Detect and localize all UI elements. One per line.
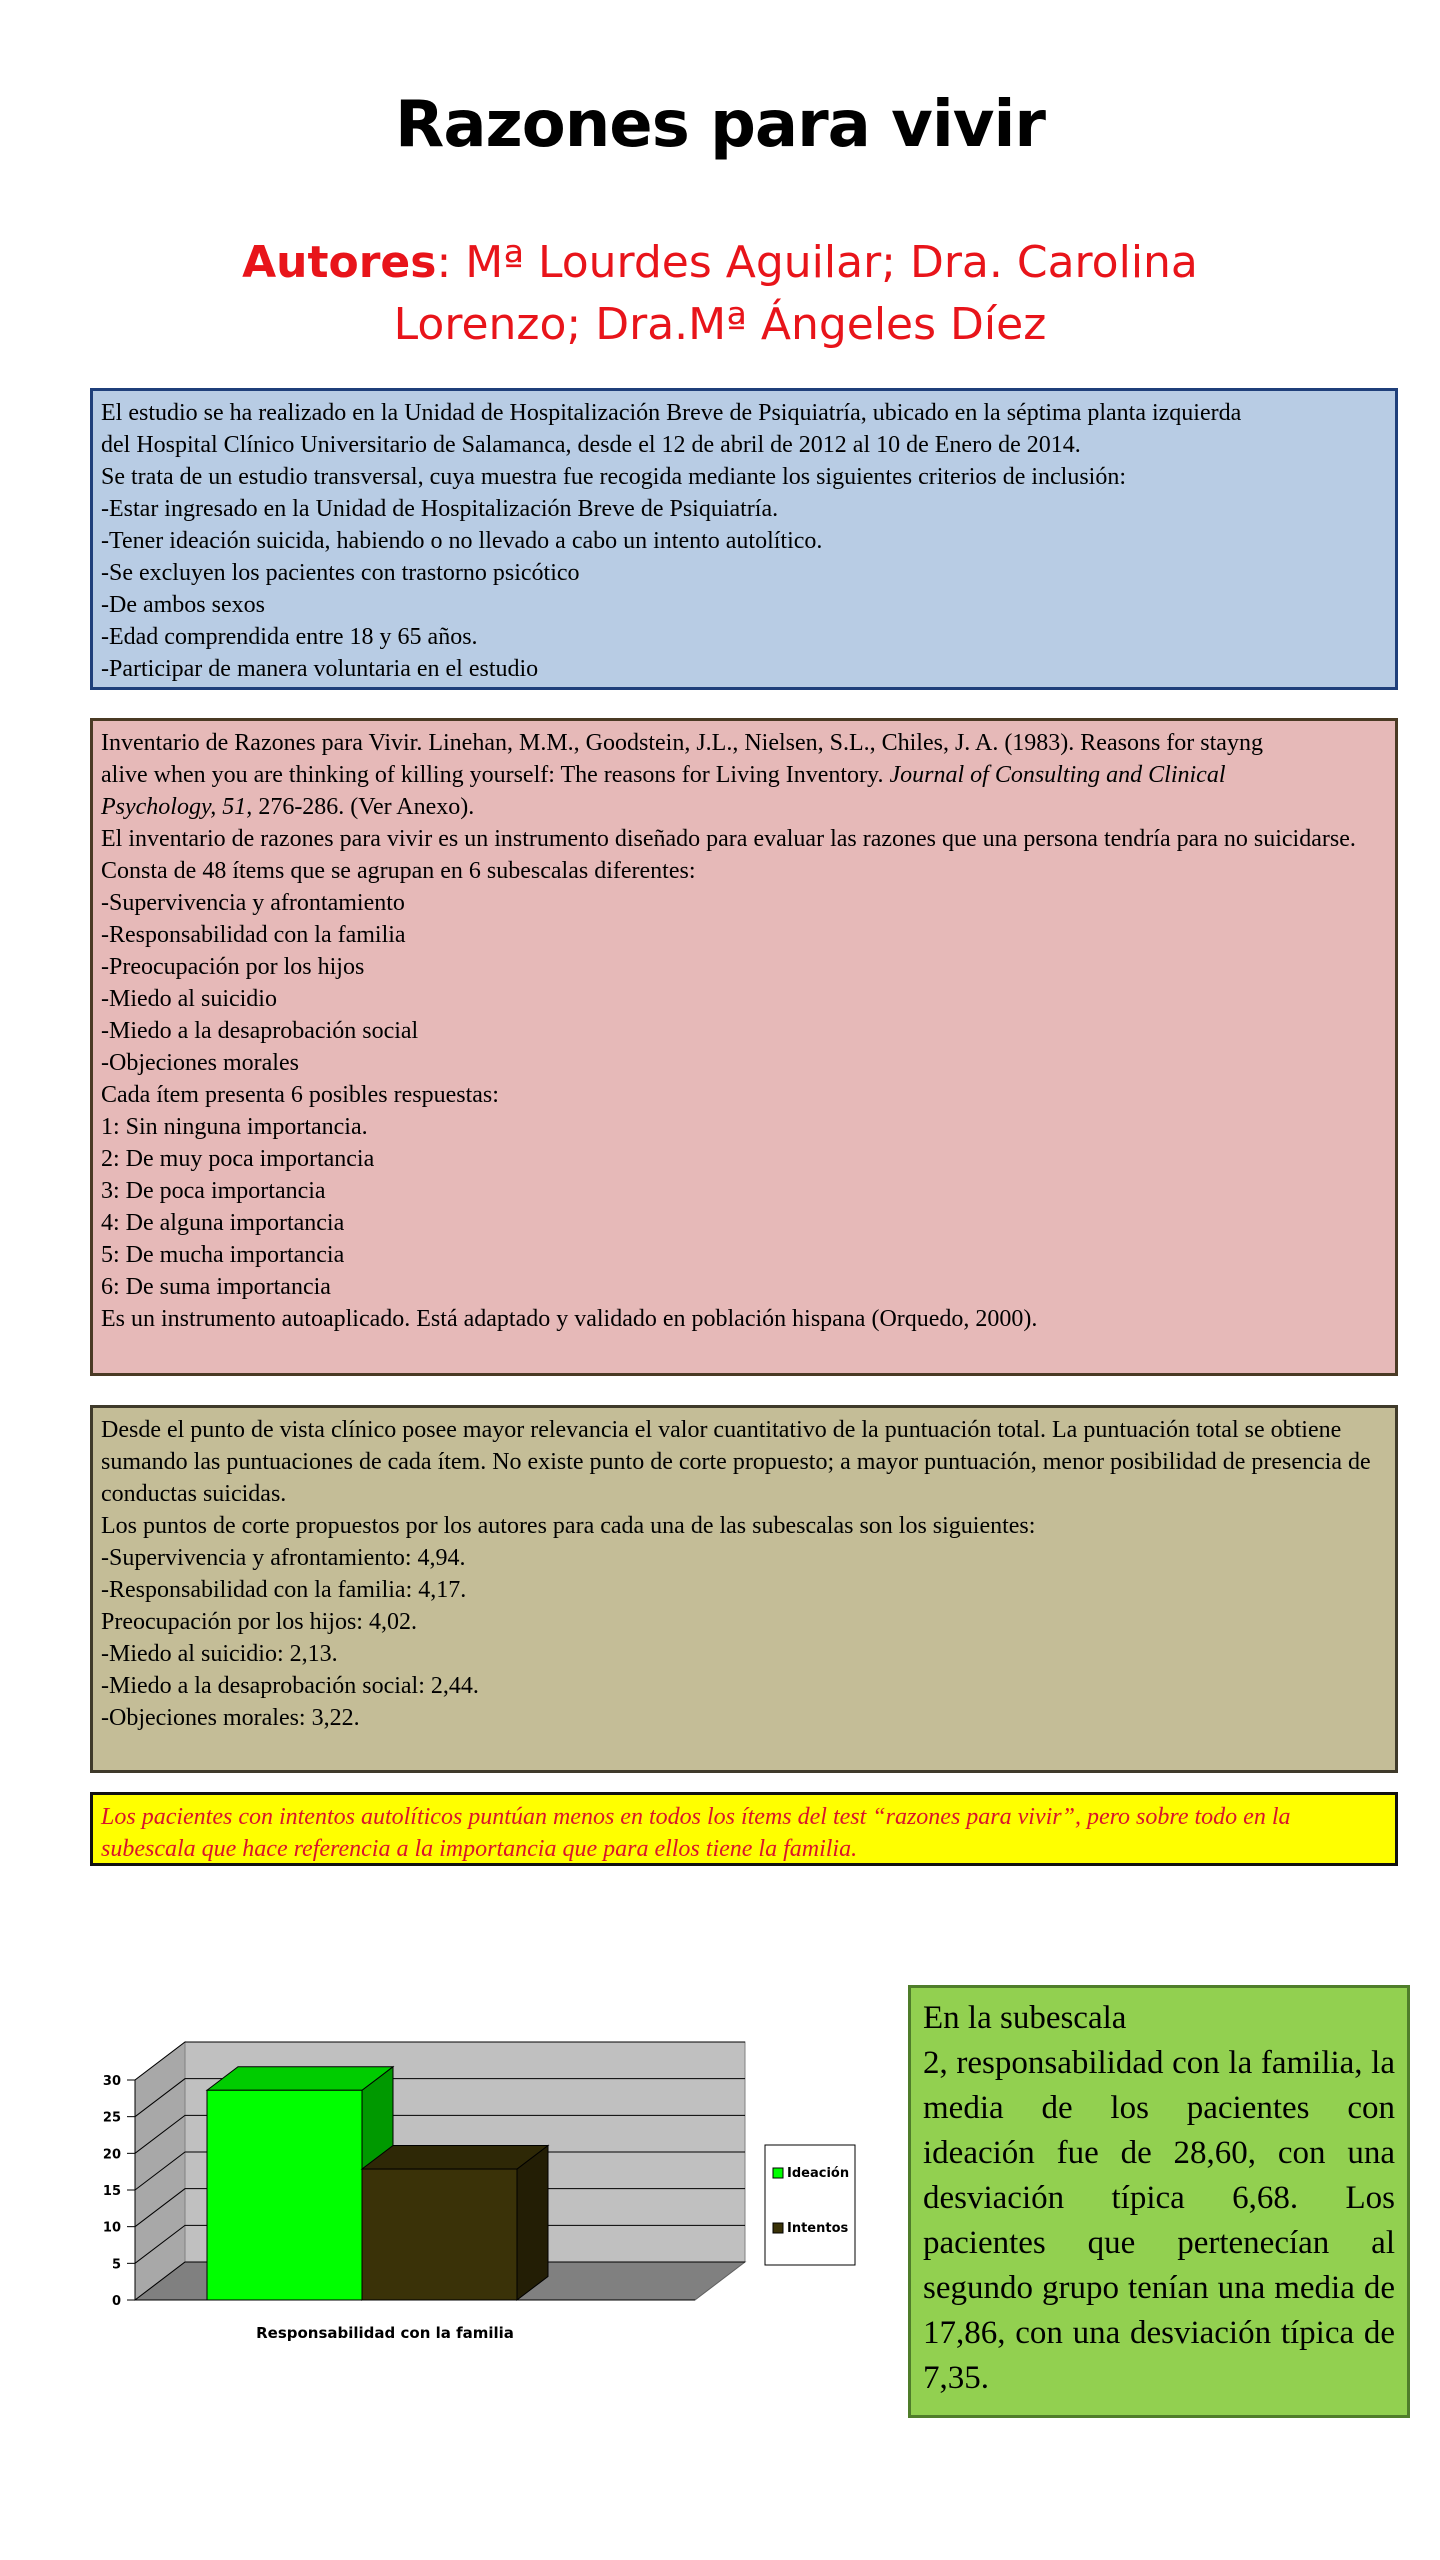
instrument-description: El inventario de razones para vivir es un instrumento diseñado para evaluar las razones que una persona tendría para no suicidarse. bbox=[101, 826, 1356, 852]
study-setting-box bbox=[90, 388, 1398, 690]
list-item: 6: De suma importancia bbox=[101, 1274, 331, 1300]
results-text: 2, responsabilidad con la familia, la media de los pacientes con ideación fue de 28,60, con una desviación típica 6,68. Los pacientes que pertenecían al segundo grupo tenían una media de 17,86, con una desviación típica de 7,35. bbox=[923, 2045, 1395, 2396]
list-item: Preocupación por los hijos: 4,02. bbox=[101, 1609, 417, 1635]
list-item: -Supervivencia y afrontamiento: 4,94. bbox=[101, 1545, 466, 1571]
text-line: -De ambos sexos bbox=[101, 592, 265, 618]
text-line: -Tener ideación suicida, habiendo o no llevado a cabo un intento autolítico. bbox=[101, 528, 823, 554]
y-tick-label: 0 bbox=[111, 2294, 121, 2309]
list-item: -Miedo a la desaprobación social: 2,44. bbox=[101, 1673, 479, 1699]
journal-volume: Psychology, 51, bbox=[101, 794, 253, 820]
y-tick-label: 5 bbox=[111, 2257, 121, 2273]
text-line: -Se excluyen los pacientes con trastorno psicótico bbox=[101, 560, 580, 586]
text-line: -Edad comprendida entre 18 y 65 años. bbox=[101, 624, 478, 650]
cutoff-points-box bbox=[90, 1405, 1398, 1773]
list-item: Consta de 48 ítems que se agrupan en 6 subescalas diferentes: bbox=[101, 858, 696, 884]
reference-text: alive when you are thinking of killing yourself: The reasons for Living Inventory. bbox=[101, 762, 890, 788]
results-line-1: En la subescala bbox=[923, 2000, 1127, 2036]
list-item: Es un instrumento autoaplicado. Está adaptado y validado en población hispana (Orquedo, 2000). bbox=[101, 1306, 1038, 1332]
list-item: -Responsabilidad con la familia bbox=[101, 922, 406, 948]
list-item: 5: De mucha importancia bbox=[101, 1242, 345, 1268]
list-item: -Preocupación por los hijos bbox=[101, 954, 365, 980]
authors-line-1 bbox=[150, 232, 1290, 294]
conclusion-text: Los pacientes con intentos autolíticos puntúan menos en todos los ítems del test “razones para vivir”, pero sobre todo en la subescala que hace referencia a la importancia que para ellos tiene la familia. bbox=[101, 1804, 1291, 1862]
text-line: del Hospital Clínico Universitario de Salamanca, desde el 12 de abril de 2012 al 10 de Enero de 2014. bbox=[101, 432, 1081, 458]
bar-side bbox=[517, 2145, 548, 2300]
reference-pages: 276-286. (Ver Anexo). bbox=[252, 794, 475, 820]
poster-title: Razones para vivir bbox=[395, 88, 1045, 162]
authors-names-1: : Mª Lourdes Aguilar; Dra. Carolina bbox=[436, 237, 1198, 288]
chart-svg bbox=[90, 2035, 880, 2365]
list-item: -Miedo al suicidio bbox=[101, 986, 277, 1012]
text-line: -Participar de manera voluntaria en el estudio bbox=[101, 656, 539, 682]
bar-top bbox=[207, 2067, 393, 2091]
conclusion-box bbox=[90, 1792, 1398, 1866]
text-line: -Estar ingresado en la Unidad de Hospitalización Breve de Psiquiatría. bbox=[101, 496, 779, 522]
reference-line-2 bbox=[101, 759, 1387, 791]
legend-swatch bbox=[773, 2168, 783, 2178]
y-tick-label: 15 bbox=[102, 2184, 121, 2199]
list-item: 3: De poca importancia bbox=[101, 1178, 326, 1204]
bar-intentos bbox=[362, 2169, 517, 2300]
list-item: Cada ítem presenta 6 posibles respuestas: bbox=[101, 1082, 499, 1108]
text-line: El estudio se ha realizado en la Unidad de Hospitalización Breve de Psiquiatría, ubicado en la séptima planta izquierda bbox=[101, 400, 1242, 426]
text-line: Se trata de un estudio transversal, cuya muestra fue recogida mediante los siguientes criterios de inclusión: bbox=[101, 464, 1127, 490]
y-tick-label: 20 bbox=[102, 2147, 121, 2163]
legend-label: Ideación bbox=[787, 2166, 850, 2181]
list-item: 2: De muy poca importancia bbox=[101, 1146, 375, 1172]
list-item: -Objeciones morales bbox=[101, 1050, 299, 1076]
scoring-intro: Desde el punto de vista clínico posee mayor relevancia el valor cuantitativo de la puntuación total. La puntuación total se obtiene sumando las puntuaciones de cada ítem. No existe punto de corte propuesto; a mayor puntuación, menor posibilidad de presencia de conductas suicidas. bbox=[101, 1417, 1371, 1507]
legend-box bbox=[765, 2145, 855, 2265]
x-category-label: Responsabilidad con la familia bbox=[256, 2324, 514, 2342]
list-item: 1: Sin ninguna importancia. bbox=[101, 1114, 368, 1140]
list-item: -Miedo a la desaprobación social bbox=[101, 1018, 419, 1044]
y-tick-label: 30 bbox=[102, 2074, 121, 2089]
results-box bbox=[908, 1985, 1410, 2418]
y-tick-label: 25 bbox=[102, 2110, 121, 2126]
list-item: -Miedo al suicidio: 2,13. bbox=[101, 1641, 338, 1667]
authors bbox=[150, 232, 1290, 356]
list-item: 4: De alguna importancia bbox=[101, 1210, 345, 1236]
list-item: Los puntos de corte propuestos por los autores para cada una de las subescalas son los siguientes: bbox=[101, 1513, 1036, 1539]
list-item: -Objeciones morales: 3,22. bbox=[101, 1705, 360, 1731]
bar-ideacion bbox=[207, 2090, 362, 2300]
bar-top bbox=[362, 2145, 548, 2169]
reference-line-1: Inventario de Razones para Vivir. Linehan, M.M., Goodstein, J.L., Nielsen, S.L., Chiles, J. A. (1983). Reasons for stayng bbox=[101, 730, 1263, 756]
authors-label: Autores bbox=[242, 237, 437, 288]
y-tick-label: 10 bbox=[102, 2220, 121, 2236]
list-item: -Supervivencia y afrontamiento bbox=[101, 890, 405, 916]
legend-swatch bbox=[773, 2223, 783, 2233]
instrument-box bbox=[90, 718, 1398, 1376]
authors-line-2: Lorenzo; Dra.Mª Ángeles Díez bbox=[393, 299, 1047, 350]
journal-name: Journal of Consulting and Clinical bbox=[889, 762, 1226, 788]
reference-line-3 bbox=[101, 791, 1387, 823]
list-item: -Responsabilidad con la familia: 4,17. bbox=[101, 1577, 467, 1603]
legend-label: Intentos bbox=[787, 2221, 849, 2236]
bar-chart bbox=[90, 2035, 880, 2365]
